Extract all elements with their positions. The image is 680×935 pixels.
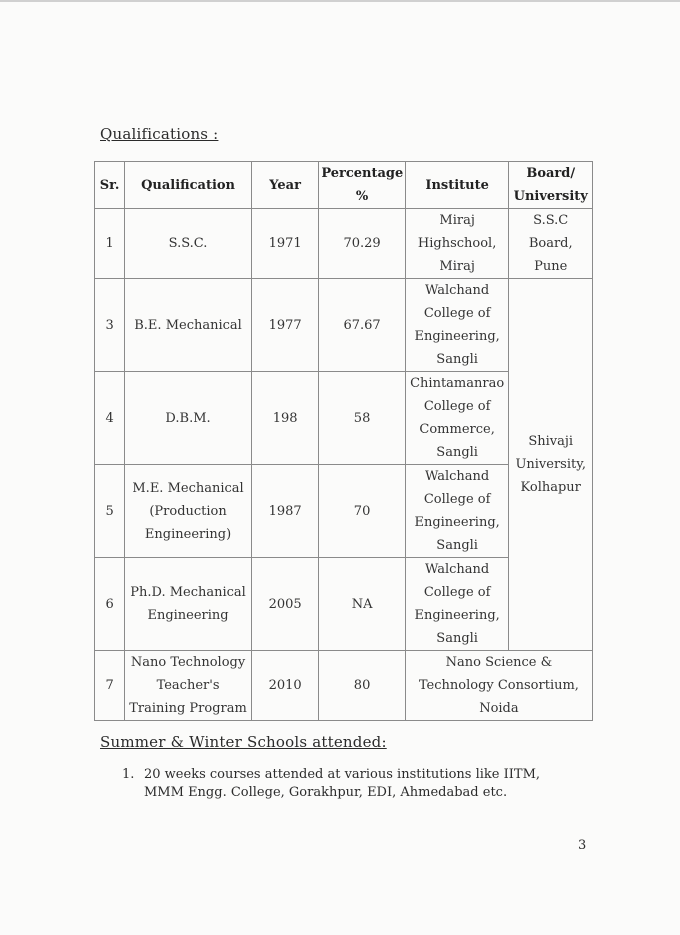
cell-line: Engineering, xyxy=(414,515,500,530)
header-percentage-line: Percentage xyxy=(321,166,404,181)
cell-institute xyxy=(405,465,509,558)
cell-line: Kolhapur xyxy=(520,480,581,495)
cell-percentage: 70.29 xyxy=(319,209,406,279)
cell-line: Chintamanrao xyxy=(410,376,505,391)
header-percentage-line: % xyxy=(355,189,369,204)
scan-top-edge xyxy=(0,0,680,2)
cell-line: Technology Consortium, xyxy=(418,678,579,693)
cell-line: Walchand xyxy=(425,469,490,484)
cell-line: D.B.M. xyxy=(165,410,211,426)
cell-sr: 1 xyxy=(95,209,125,279)
header-board-line: University xyxy=(513,189,588,204)
cell-line: Pune xyxy=(534,259,568,274)
header-institute: Institute xyxy=(405,162,509,209)
cell-line: University, xyxy=(515,457,586,472)
cell-sr: 4 xyxy=(95,372,125,465)
cell-sr: 6 xyxy=(95,558,125,651)
cell-line: Miraj xyxy=(439,259,475,274)
cell-year: 1971 xyxy=(251,209,318,279)
page-number: 3 xyxy=(578,838,587,853)
cell-line: Board, xyxy=(528,236,573,251)
cell-year: 1977 xyxy=(251,279,318,372)
cell-institute xyxy=(405,372,509,465)
header-year: Year xyxy=(251,162,318,209)
cell-sr: 5 xyxy=(95,465,125,558)
header-board-line: Board/ xyxy=(526,166,576,181)
cell-institute xyxy=(405,209,509,279)
cell-line: Training Program xyxy=(129,701,247,716)
cell-year: 198 xyxy=(251,372,318,465)
cell-institute xyxy=(405,558,509,651)
cell-sr: 3 xyxy=(95,279,125,372)
cell-line: Sangli xyxy=(436,631,478,646)
schools-heading: Summer & Winter Schools attended: xyxy=(100,733,387,751)
cell-qualification xyxy=(125,279,252,372)
cell-percentage: 67.67 xyxy=(319,279,406,372)
cell-line: Engineering xyxy=(147,608,229,623)
table-row xyxy=(95,651,593,721)
cell-line: Shivaji xyxy=(528,434,574,449)
cell-line: S.S.C xyxy=(533,213,569,228)
qualifications-table xyxy=(94,161,593,721)
cell-line: Nano Science & xyxy=(445,655,553,670)
cell-percentage: 58 xyxy=(319,372,406,465)
cell-line: Engineering, xyxy=(414,608,500,623)
cell-line: Walchand xyxy=(425,283,490,298)
header-qualification: Qualification xyxy=(125,162,252,209)
cell-board xyxy=(509,209,593,279)
cell-qualification xyxy=(125,651,252,721)
cell-line: Teacher's xyxy=(156,678,220,693)
list-item-number: 1. xyxy=(122,767,135,782)
cell-qualification xyxy=(125,558,252,651)
cell-line: S.S.C. xyxy=(168,236,208,251)
qualifications-heading: Qualifications : xyxy=(100,125,219,143)
header-percentage xyxy=(319,162,406,209)
list-item-text: 20 weeks courses attended at various institutions like IITM, MMM Engg. College, Gorakhpur, EDI, Ahmedabad etc. xyxy=(144,767,541,800)
cell-line: Sangli xyxy=(436,445,478,460)
cell-line: Walchand xyxy=(425,562,490,577)
table-header-row xyxy=(95,162,593,209)
cell-line: M.E. Mechanical xyxy=(132,480,244,496)
cell-year: 1987 xyxy=(251,465,318,558)
cell-line: College of xyxy=(423,492,491,507)
header-board xyxy=(509,162,593,209)
cell-line: Highschool, xyxy=(417,236,497,251)
cell-board-shared xyxy=(509,279,593,651)
table-row xyxy=(95,279,593,372)
cell-line: Commerce, xyxy=(419,422,495,437)
cell-year: 2005 xyxy=(251,558,318,651)
cell-line: Sangli xyxy=(436,538,478,553)
cell-line: College of xyxy=(423,306,491,321)
cell-line: Nano Technology xyxy=(130,655,246,670)
cell-line: College of xyxy=(423,585,491,600)
cell-percentage: NA xyxy=(319,558,406,651)
cell-year: 2010 xyxy=(251,651,318,721)
cell-line: B.E. Mechanical xyxy=(134,317,242,333)
cell-line: Ph.D. Mechanical xyxy=(130,585,246,600)
cell-institute xyxy=(405,279,509,372)
cell-qualification xyxy=(125,372,252,465)
header-sr: Sr. xyxy=(95,162,125,209)
cell-qualification xyxy=(125,209,252,279)
cell-line: Sangli xyxy=(436,352,478,367)
cell-qualification xyxy=(125,465,252,558)
cell-line: Miraj xyxy=(439,213,475,228)
cell-line: Noida xyxy=(479,701,519,716)
cell-line: (Production xyxy=(149,503,227,519)
cell-line: Engineering, xyxy=(414,329,500,344)
cell-percentage: 80 xyxy=(319,651,406,721)
cell-line: College of xyxy=(423,399,491,414)
cell-sr: 7 xyxy=(95,651,125,721)
cell-line: Engineering) xyxy=(144,526,232,542)
table-row xyxy=(95,209,593,279)
cell-institute-board-merged xyxy=(405,651,592,721)
cell-percentage: 70 xyxy=(319,465,406,558)
